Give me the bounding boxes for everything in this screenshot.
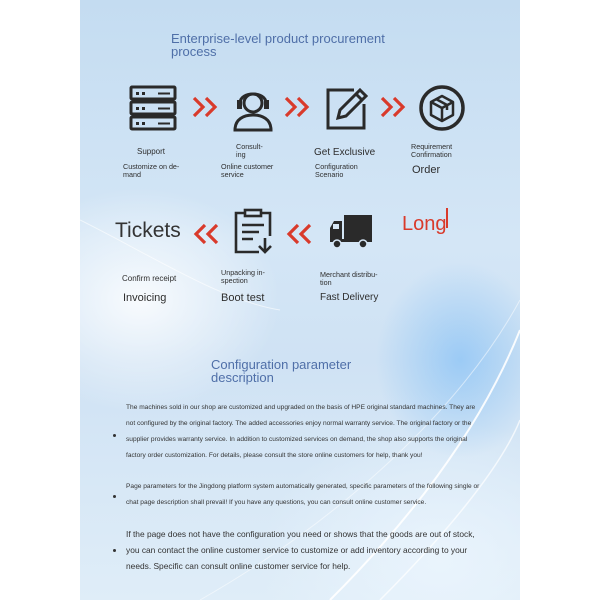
clipboard-download-icon	[233, 208, 275, 256]
step-invoicing-label: Invoicing	[123, 292, 167, 304]
step-confirm-label: Confirm receipt	[122, 274, 177, 283]
edit-icon	[324, 86, 370, 132]
step-consulting-sublabel: Online customer service	[221, 162, 274, 179]
arrow-right-icon	[284, 96, 310, 118]
step-exclusive-sublabel: Configuration Scenario	[315, 162, 358, 179]
arrow-right-icon	[380, 96, 406, 118]
bullet	[113, 549, 116, 552]
step-support-sublabel: Customize on de- mand	[123, 162, 180, 179]
step-consulting-label: Consult- ing	[236, 142, 263, 159]
paragraph-2: Page parameters for the Jingdong platform system automatically generated, specific parameters of the following single or chat page description shall prevail! If you have any questions, you can consult online customer service.	[126, 483, 480, 506]
arrow-right-icon	[192, 96, 218, 118]
step-delivery-label: Fast Delivery	[320, 292, 379, 303]
step-distribution-label: Merchant distribu- tion	[320, 270, 378, 287]
long-text: Long	[402, 213, 447, 235]
tickets-text: Tickets	[115, 219, 181, 242]
paragraph-1: The machines sold in our shop are customized and upgraded on the basis of HPE original standard machines. They are not configured by the original factory. The added accessories enjoy normal warranty service. The original factory or the supplier provides warranty service. In addition to customized services on demand, the shop also supports the original factory order customization. For details, please consult the store online customers for help, thank you!	[126, 404, 476, 459]
page-title: Enterprise-level product procurement process	[171, 31, 385, 59]
step-order-label: Order	[412, 164, 441, 176]
server-icon	[128, 84, 178, 132]
step-boot-test-label: Boot test	[221, 292, 265, 304]
truck-icon	[328, 213, 374, 249]
step-exclusive-label: Get Exclusive	[314, 147, 376, 158]
paragraph-3: If the page does not have the configuration you need or shows that the goods are out of stock, you can contact the online customer service to customize or add inventory according to your needs. Specific can consult online customer service for help.	[126, 529, 475, 571]
content-panel	[80, 0, 520, 600]
package-icon	[418, 84, 466, 132]
customer-service-icon	[230, 86, 276, 132]
step-support-label: Support	[137, 147, 166, 156]
bullet	[113, 434, 116, 437]
bullet	[113, 495, 116, 498]
config-title: Configuration parameter description	[211, 357, 352, 385]
arrow-left-icon	[193, 223, 219, 245]
step-unpacking-label: Unpacking in- spection	[221, 268, 265, 285]
text-cursor	[446, 208, 448, 228]
step-requirement-label: Requirement Confirmation	[411, 142, 453, 159]
arrow-left-icon	[286, 223, 312, 245]
